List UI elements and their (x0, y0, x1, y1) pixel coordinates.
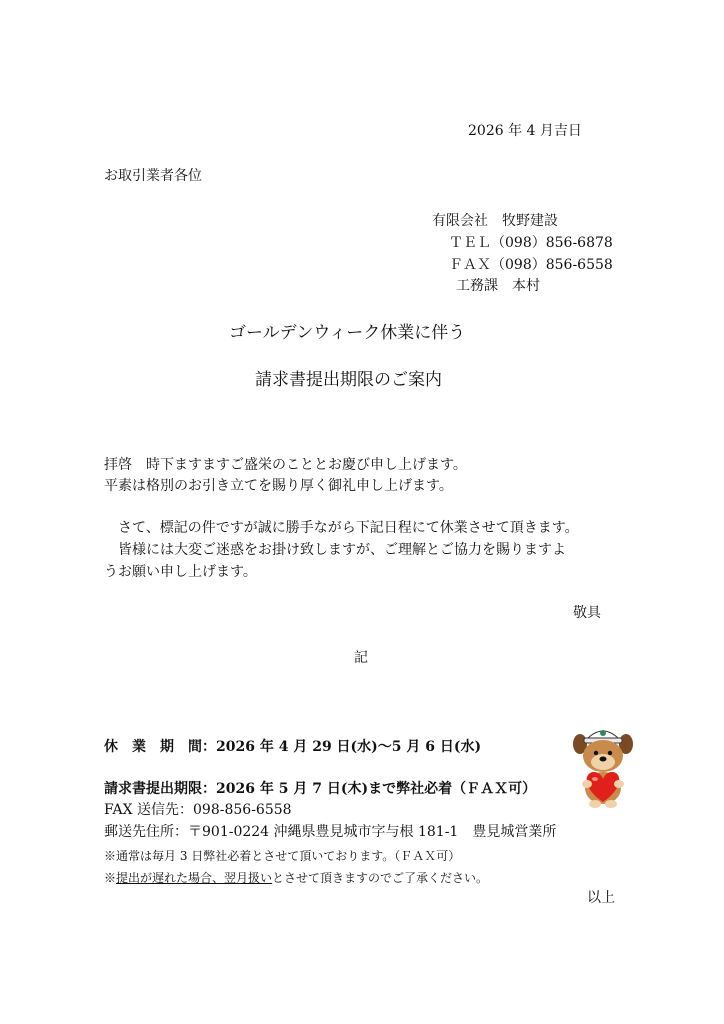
body-paragraph-2: 平素は格別のお引き立てを賜り厚く御礼申し上げます。 (104, 478, 453, 494)
sender-company: 有限会社 牧野建設 (432, 213, 558, 229)
body-paragraph-4: 皆様には大変ご迷惑をお掛け致しますが、ご理解とご協力を賜りますよ (104, 542, 566, 558)
fax-destination: FAX 送信先：098-856-6558 (104, 802, 292, 818)
title-line-1: ゴールデンウィーク休業に伴う (229, 323, 466, 343)
recipient: お取引業者各位 (104, 168, 202, 184)
holiday-period: 休 業 期 間：2026 年 4 月 29 日(水)〜5 月 6 日(水) (104, 739, 482, 755)
sender-dept: 工務課 本村 (456, 278, 540, 294)
body-paragraph-3: さて、標記の件ですが誠に勝手ながら下記日程にて休業させて頂きます。 (104, 520, 579, 536)
note-2-underlined: 提出が遅れた場合、翌月扱い (116, 871, 273, 885)
ki-marker: 記 (354, 650, 368, 666)
dog-with-heart-illustration (568, 724, 640, 808)
closing-ijou: 以上 (587, 890, 615, 906)
submission-deadline: 請求書提出期限：2026 年 5 月 7 日(木)まで弊社必着（ＦＡＸ可） (104, 781, 537, 797)
sender-fax: ＦＡＸ（098）856-6558 (449, 257, 613, 273)
title-line-2: 請求書提出期限のご案内 (255, 370, 442, 390)
body-paragraph-5: うお願い申し上げます。 (104, 564, 257, 580)
note-2 (104, 868, 488, 888)
note-1: ※通常は毎月 3 日弊社必着とさせて頂いております。（ＦＡＸ可） (104, 849, 461, 863)
document-date: 2026 年 4 月吉日 (468, 123, 582, 139)
closing-keigu: 敬具 (573, 605, 601, 621)
sender-tel: ＴＥＬ（098）856-6878 (449, 235, 613, 251)
note-2-suffix: とさせて頂きますのでご了承ください。 (272, 871, 489, 885)
mail-destination: 郵送先住所：〒901-0224 沖縄県豊見城市字与根 181-1 豊見城営業所 (104, 824, 557, 840)
body-paragraph-1: 拝啓 時下ますますご盛栄のこととお慶び申し上げます。 (104, 457, 467, 473)
note-2-prefix: ※ (104, 871, 117, 885)
